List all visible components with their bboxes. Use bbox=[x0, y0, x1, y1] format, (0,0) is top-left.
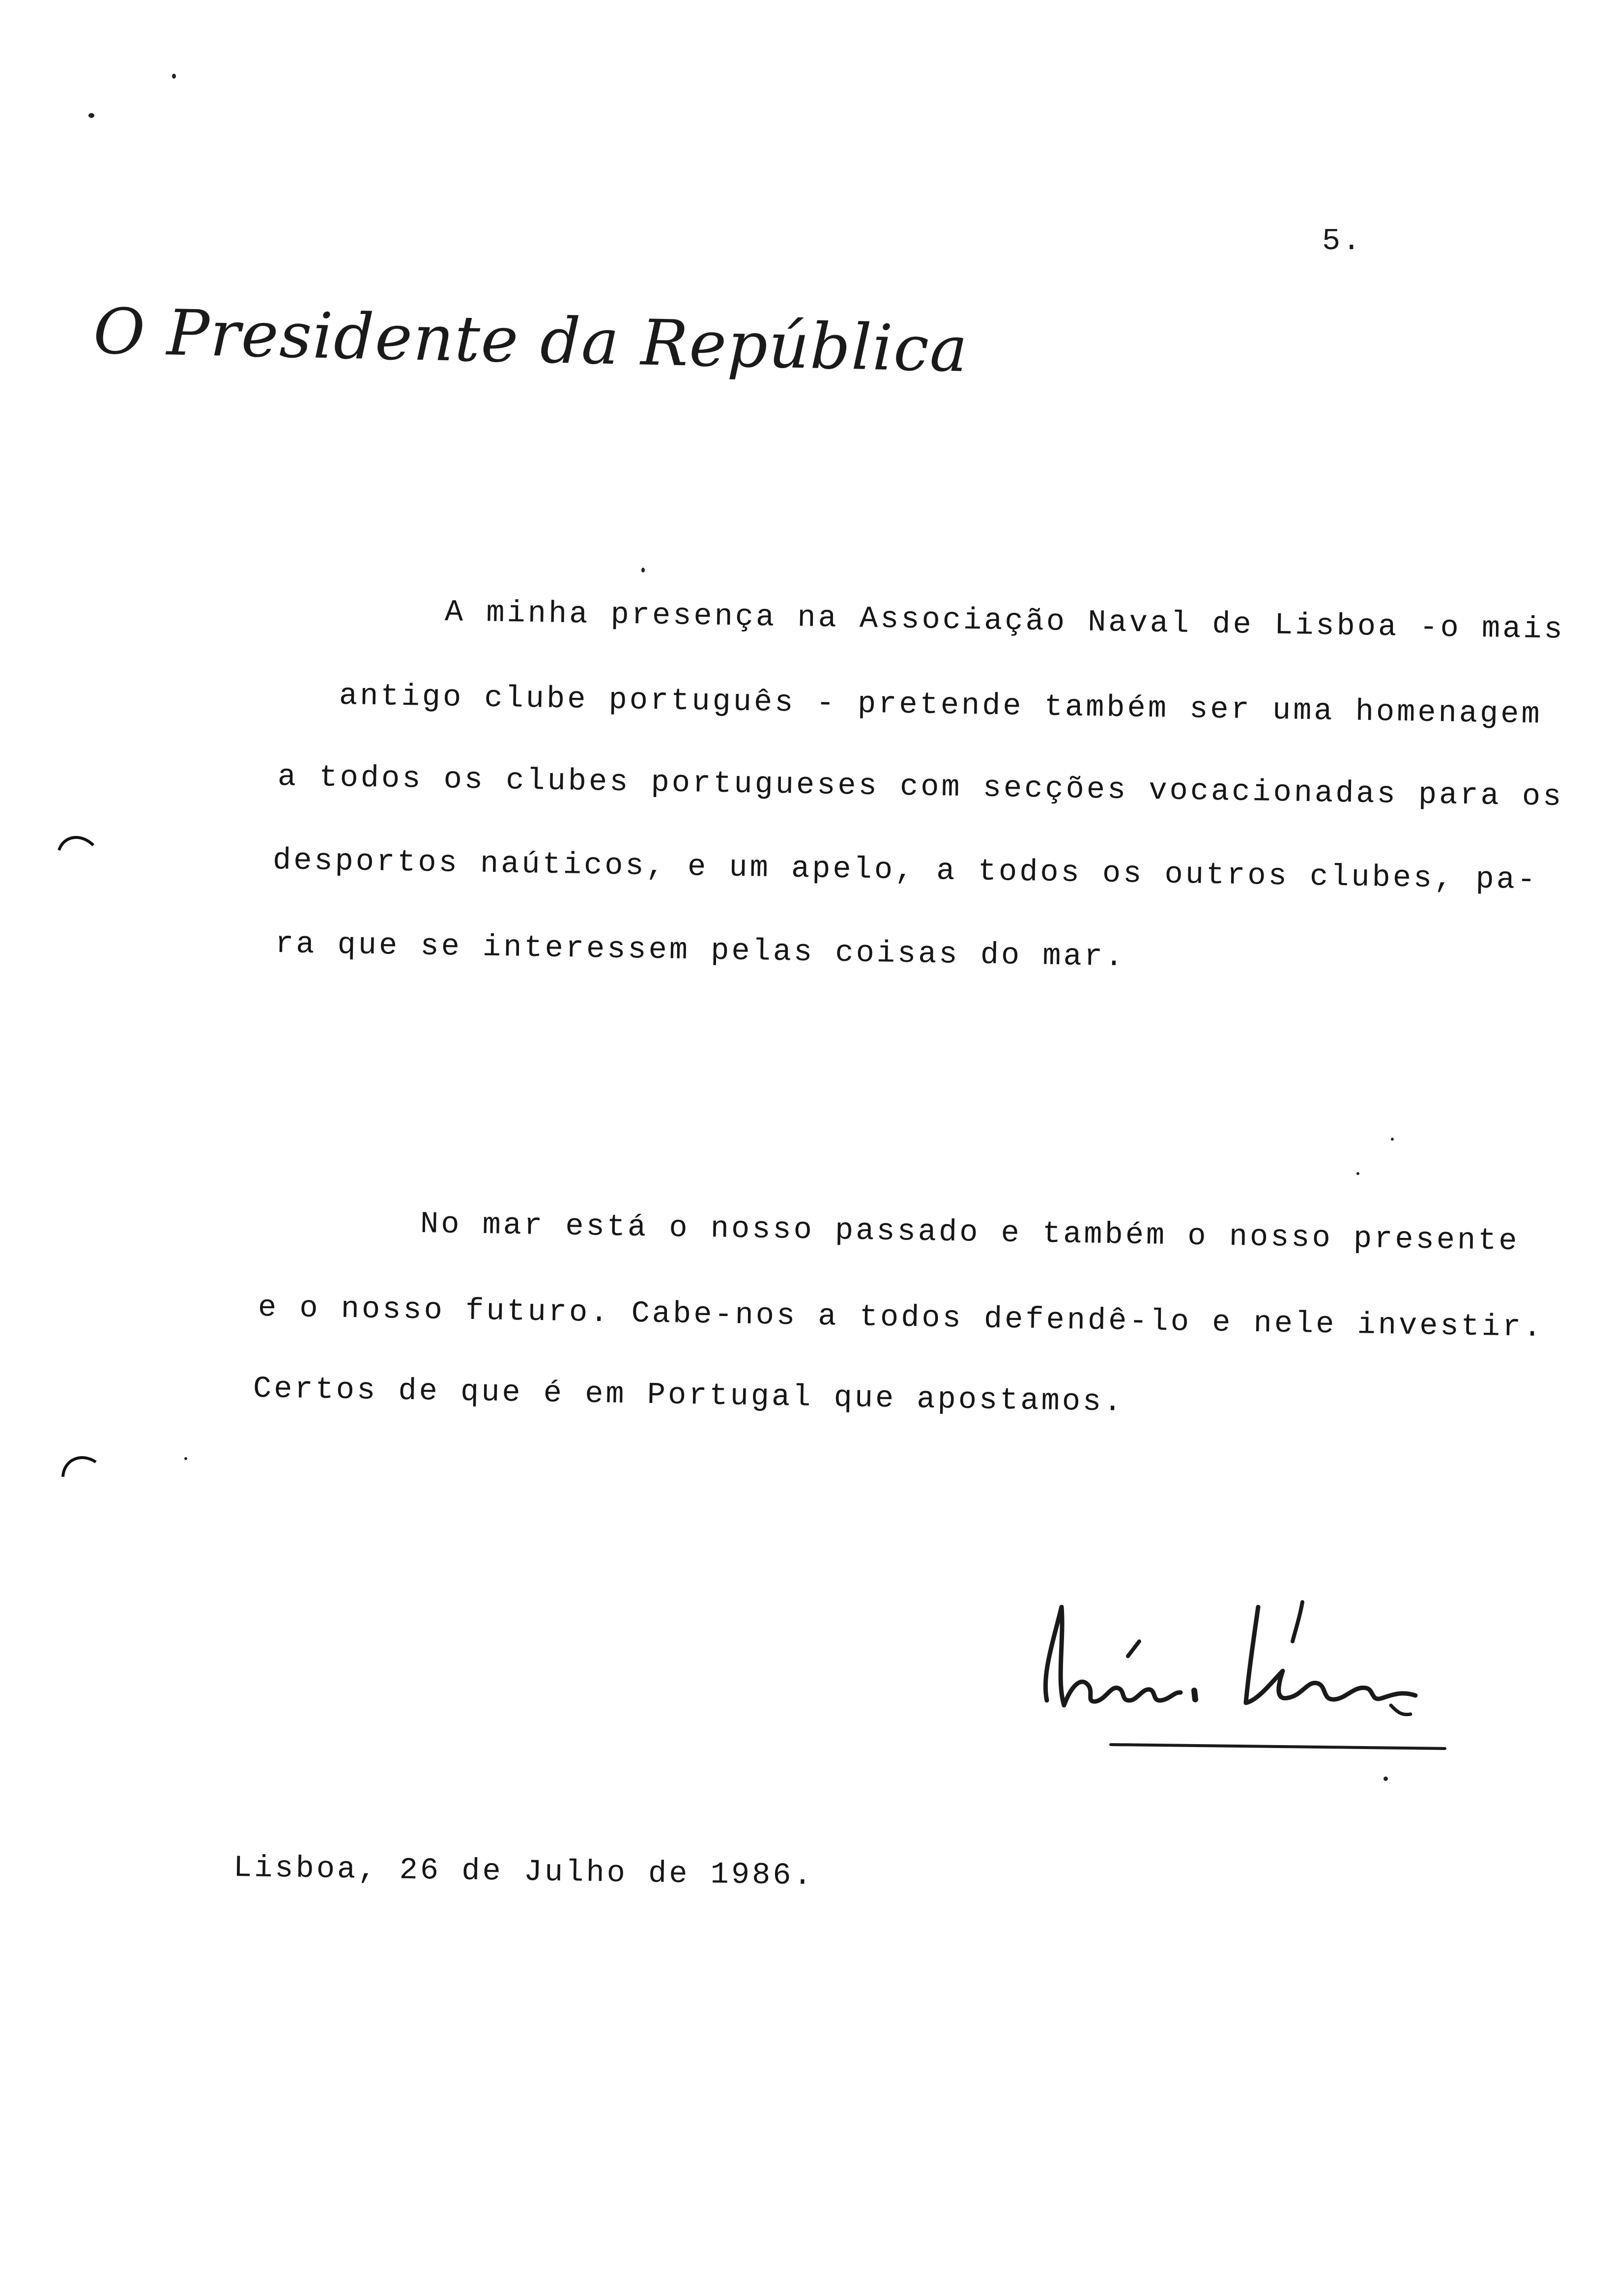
date-line: Lisboa, 26 de Julho de 1986. bbox=[233, 1850, 815, 1894]
paragraph-line: e o nosso futuro. Cabe-nos a todos defendê-lo e nele investir. bbox=[258, 1290, 1545, 1346]
paper-speck bbox=[88, 113, 94, 118]
paper-speck bbox=[184, 1457, 187, 1460]
paragraph-line: a todos os clubes portugueses com secções vocacionadas para os bbox=[277, 759, 1564, 815]
handwritten-signature bbox=[1027, 1587, 1450, 1764]
letterhead: O Presidente da República bbox=[92, 295, 969, 387]
paper-speck bbox=[1383, 1777, 1388, 1781]
paragraph-line: desportos naúticos, e um apelo, a todos os outros clubes, pa- bbox=[272, 843, 1538, 898]
paper-speck bbox=[172, 74, 176, 79]
page-number: 5. bbox=[1322, 224, 1363, 258]
paragraph-line: ra que se interessem pelas coisas do mar. bbox=[275, 926, 1126, 975]
paragraph-line: No mar está o nosso passado e também o nosso presente bbox=[420, 1206, 1520, 1259]
punch-hole-mark bbox=[59, 1450, 98, 1479]
paper-speck bbox=[1356, 1172, 1359, 1175]
punch-hole-mark bbox=[57, 831, 96, 860]
paper-speck bbox=[1391, 1138, 1394, 1141]
paragraph-line: A minha presença na Associação Naval de Lisboa -o mais bbox=[444, 595, 1565, 647]
paragraph-line: Certos de que é em Portugal que apostamos. bbox=[253, 1371, 1124, 1420]
paragraph-line: antigo clube português - pretende também ser uma homenagem bbox=[339, 678, 1543, 732]
paper-speck bbox=[641, 568, 645, 573]
